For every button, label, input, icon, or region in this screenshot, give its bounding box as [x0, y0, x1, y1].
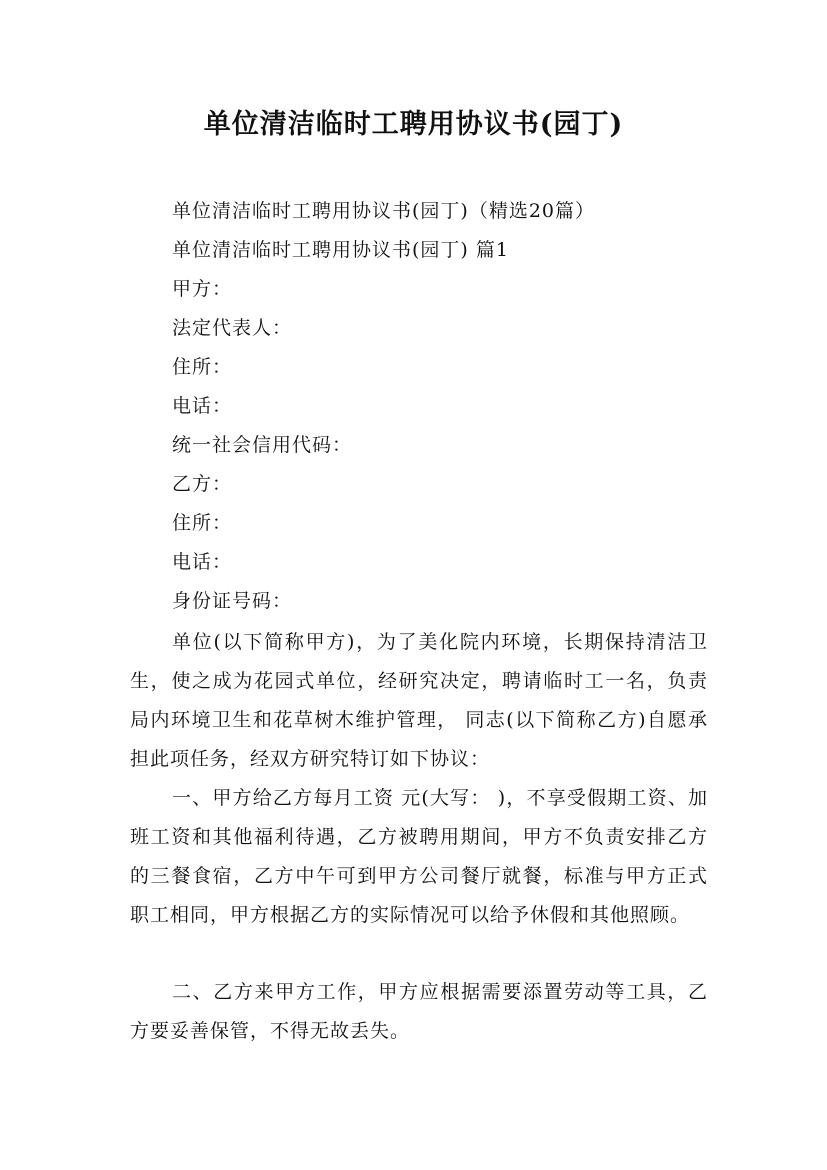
- field-address-a: 住所：: [172, 356, 233, 378]
- field-phone-b: 电话：: [172, 551, 233, 573]
- paragraph-clause-1: 一、甲方给乙方每月工资 元(大写： )，不享受假期工资、加班工资和其他福利待遇，乙方被聘用期间，甲方不负责安排乙方的三餐食宿，乙方中午可到甲方公司餐厅就餐，标准与甲方正式职工相同，甲方根据乙方的实际情况可以给予休假和其他照顾。: [130, 787, 708, 926]
- field-legal-representative: 法定代表人：: [172, 317, 293, 339]
- paragraph-intro: 单位(以下简称甲方)，为了美化院内环境，长期保持清洁卫生，使之成为花园式单位，经研究决定，聘请临时工一名，负责局内环境卫生和花草树木维护管理， 同志(以下简称乙方)自愿承担此项任务，经双方研究特订如下协议：: [130, 631, 708, 770]
- field-phone-a: 电话：: [172, 395, 233, 417]
- section-heading: 单位清洁临时工聘用协议书(园丁) 篇1: [172, 239, 509, 261]
- document-title: 单位清洁临时工聘用协议书(园丁): [203, 109, 624, 140]
- field-address-b: 住所：: [172, 512, 233, 534]
- field-party-a: 甲方：: [172, 278, 233, 300]
- field-credit-code: 统一社会信用代码：: [172, 434, 353, 456]
- document-subtitle: 单位清洁临时工聘用协议书(园丁)（精选20篇）: [172, 200, 596, 222]
- field-party-b: 乙方：: [172, 473, 233, 495]
- field-id-number: 身份证号码：: [172, 590, 293, 612]
- paragraph-clause-2: 二、乙方来甲方工作，甲方应根据需要添置劳动等工具，乙方要妥善保管，不得无故丢失。: [130, 981, 708, 1042]
